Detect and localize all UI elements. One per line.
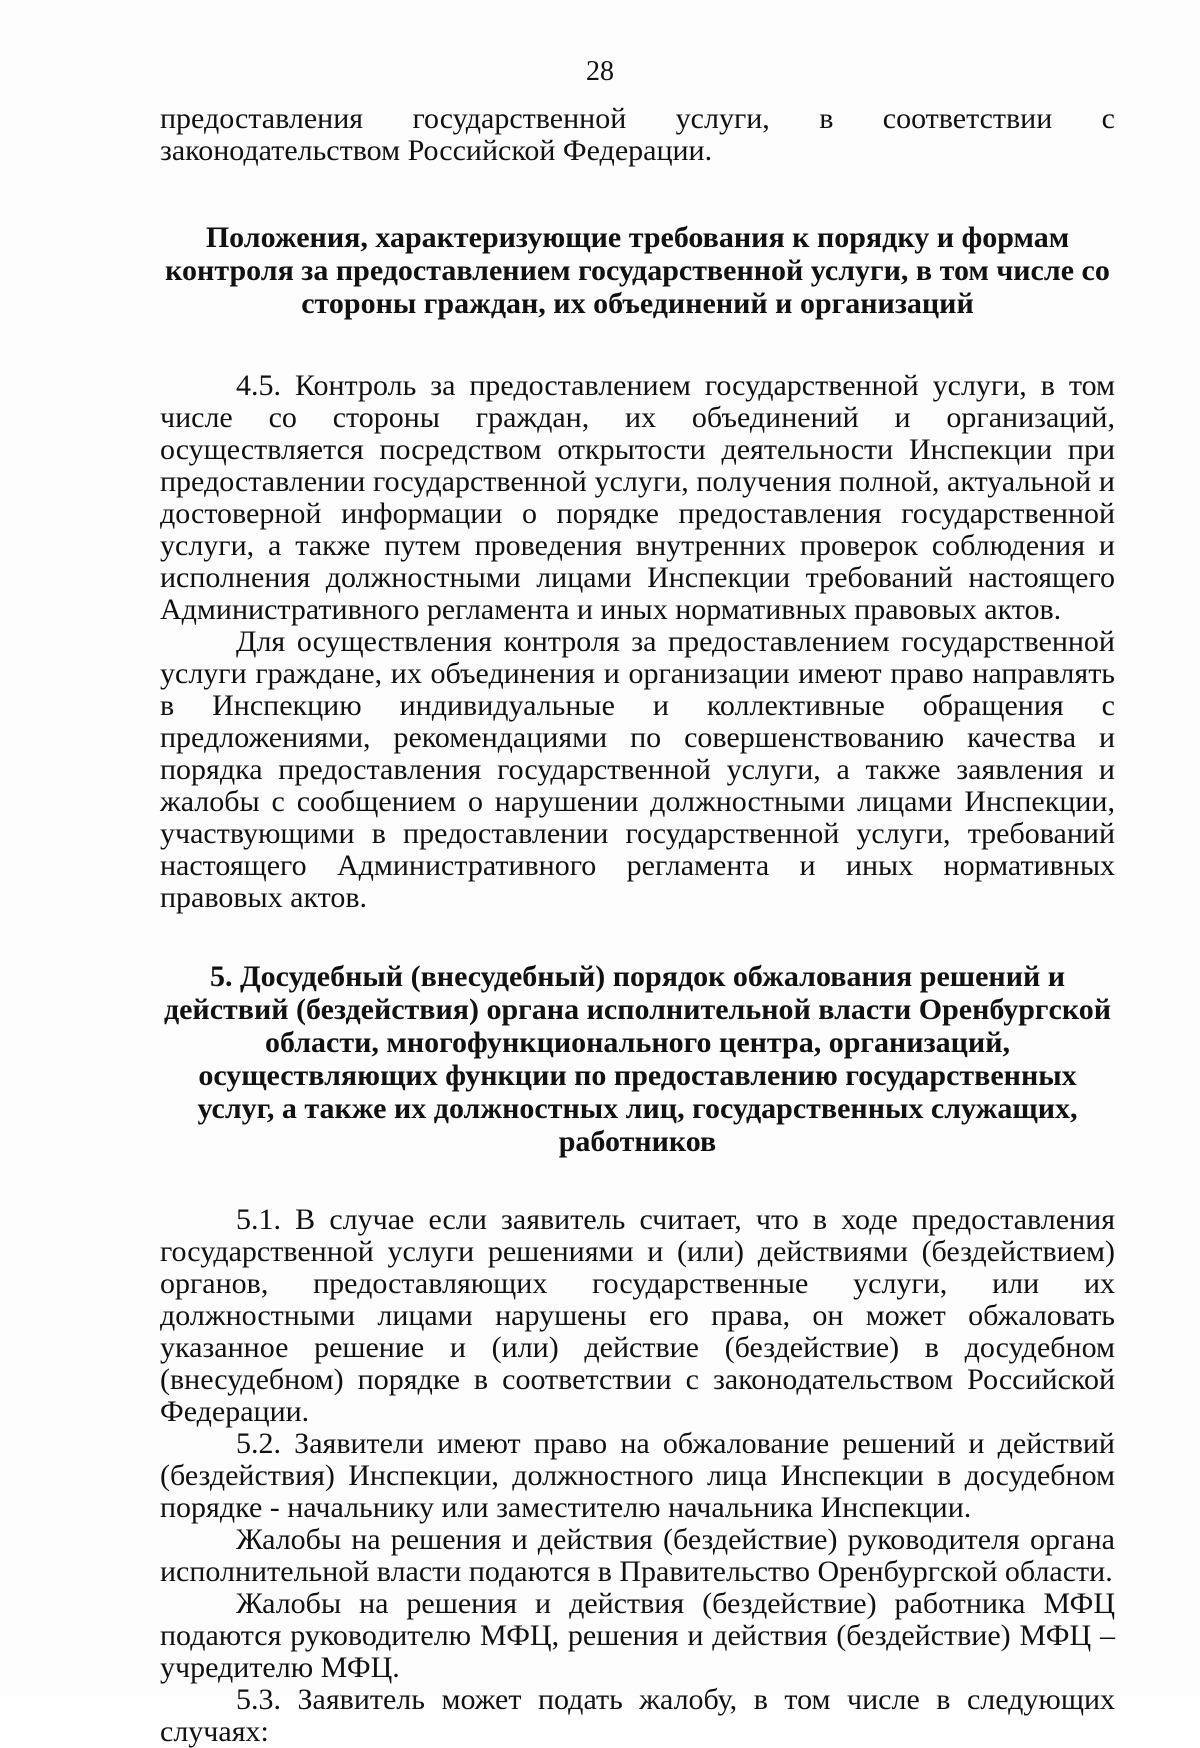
section-heading-control: Положения, характеризующие требования к порядку и формам контроля за предоставлением государственной услуги, в том числе со стороны граждан, их объединений и организаций bbox=[165, 221, 1110, 320]
section-heading-5: 5. Досудебный (внесудебный) порядок обжалования решений и действий (бездействия) органа исполнительной власти Оренбургской области, многофункционального центра, организаций, осуществляющих функции по предоставлению государственных услуг, а также их должностных лиц, государственных служащих, работников bbox=[163, 960, 1112, 1158]
paragraph-complaints-head: Жалобы на решения и действия (бездействие) руководителя органа исполнительной власти подаются в Правительство Оренбургской области. bbox=[160, 1523, 1115, 1588]
document-body bbox=[160, 103, 1115, 1748]
paragraph-5-1: 5.1. В случае если заявитель считает, что в ходе предоставления государственной услуги решениями и (или) действиями (бездействием) органов, предоставляющих государственные услуги, или их должностными лицами нарушены его права, он может обжаловать указанное решение и (или) действие (бездействие) в досудебном (внесудебном) порядке в соответствии с законодательством Российской Федерации. bbox=[160, 1203, 1115, 1428]
paragraph-4-5: 4.5. Контроль за предоставлением государственной услуги, в том числе со стороны граждан, их объединений и организаций, осуществляется посредством открытости деятельности Инспекции при предоставлении государственной услуги, получения полной, актуальной и достоверной информации о порядке предоставления государственной услуги, а также путем проведения внутренних проверок соблюдения и исполнения должностными лицами Инспекции требований настоящего Административного регламента и иных нормативных правовых актов. bbox=[160, 369, 1115, 626]
paragraph-5-3: 5.3. Заявитель может подать жалобу, в том числе в следующих случаях: bbox=[160, 1683, 1115, 1748]
paragraph-continuation: предоставления государственной услуги, в соответствии с законодательством Российской Федерации. bbox=[160, 102, 1115, 167]
paragraph-5-2: 5.2. Заявители имеют право на обжалование решений и действий (бездействия) Инспекции, должностного лица Инспекции в досудебном порядке - начальнику или заместителю начальника Инспекции. bbox=[160, 1427, 1115, 1524]
page-number: 28 bbox=[586, 56, 614, 87]
paragraph-complaints-mfc: Жалобы на решения и действия (бездействие) работника МФЦ подаются руководителю МФЦ, решения и действия (бездействие) МФЦ – учредителю МФЦ. bbox=[160, 1587, 1115, 1684]
paragraph-control-rights: Для осуществления контроля за предоставлением государственной услуги граждане, их объединения и организации имеют право направлять в Инспекцию индивидуальные и коллективные обращения с предложениями, рекомендациями по совершенствованию качества и порядка предоставления государственной услуги, а также заявления и жалобы с сообщением о нарушении должностными лицами Инспекции, участвующими в предоставлении государственной услуги, требований настоящего Административного регламента и иных нормативных правовых актов. bbox=[160, 625, 1115, 914]
